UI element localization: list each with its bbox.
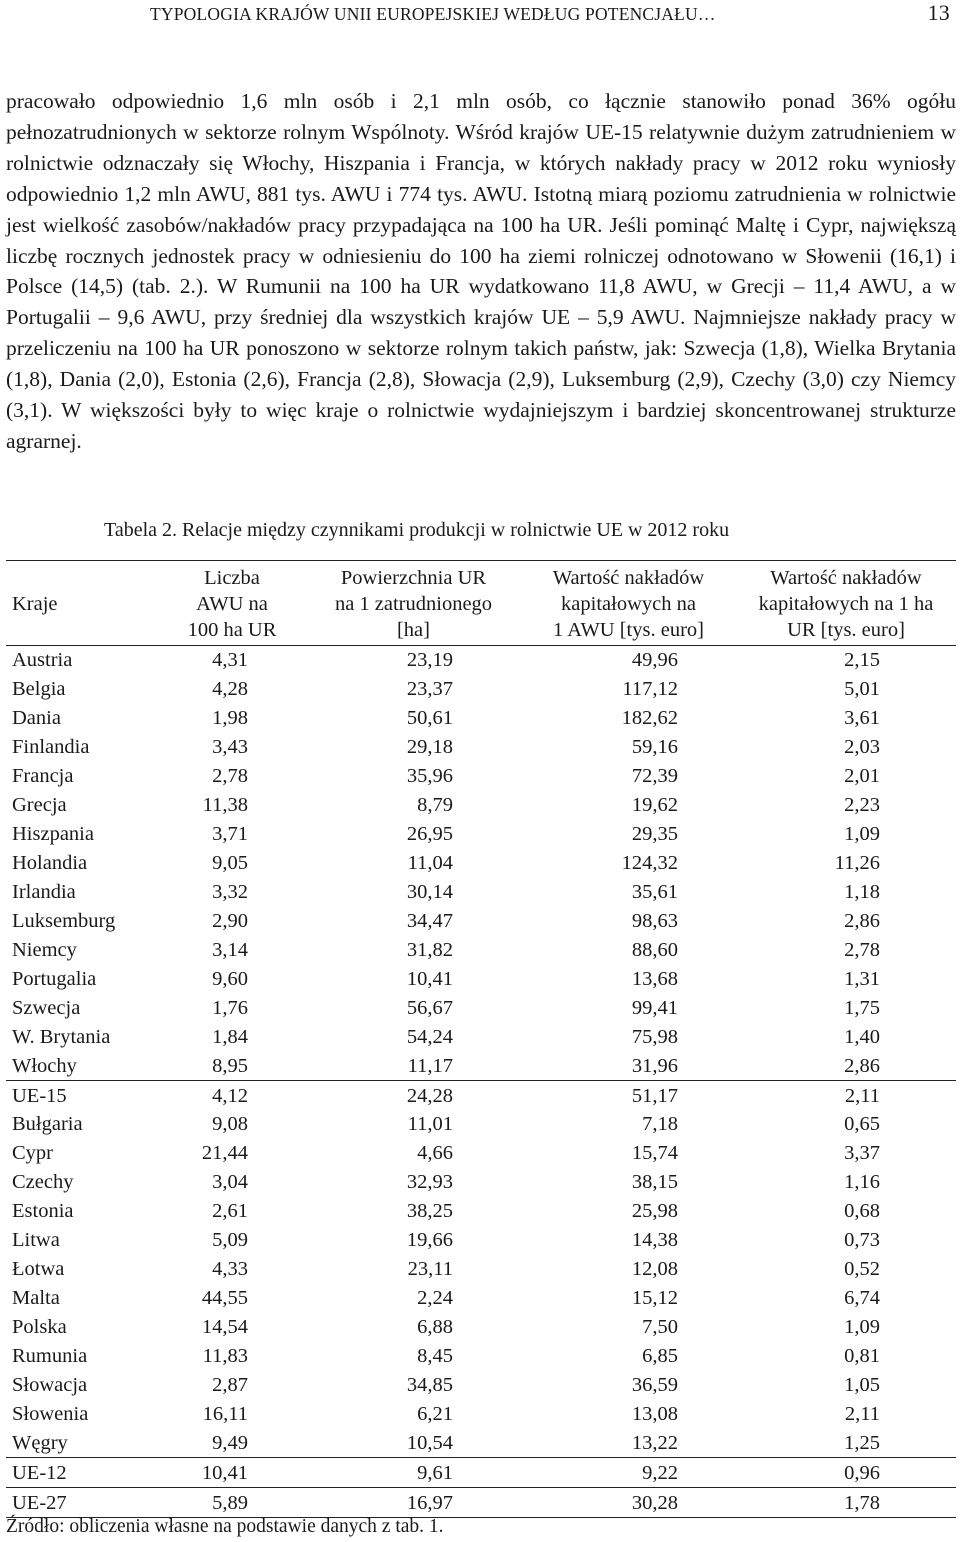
value-cell: 10,41 (406, 967, 453, 990)
value-cell: 1,78 (736, 1488, 956, 1518)
header-line: UR [tys. euro] (787, 619, 905, 641)
value-cell: 32,93 (406, 1171, 453, 1194)
value-cell: 2,01 (844, 765, 880, 788)
value-cell: 1,25 (844, 1431, 880, 1454)
value-cell: 30,14 (406, 880, 453, 903)
value-cell: 24,28 (306, 1081, 521, 1110)
value-cell: 13,08 (631, 1402, 678, 1425)
header-line: Wartość nakładów (552, 567, 705, 589)
header-line: AWU na (196, 593, 268, 615)
value-cell: 29,35 (631, 823, 678, 846)
value-cell: 2,23 (844, 794, 880, 817)
value-cell: 3,43 (212, 736, 248, 759)
table-row (6, 1458, 956, 1488)
value-cell: 2,61 (212, 1200, 248, 1223)
country-cell: UE-27 (6, 1488, 158, 1518)
header-capital-ha (736, 561, 956, 646)
country-cell: Hiszpania (12, 823, 94, 846)
value-cell: 34,47 (406, 909, 453, 932)
value-cell: 8,95 (212, 1054, 248, 1077)
table-body (6, 646, 956, 1518)
body-text (6, 86, 956, 457)
country-cell: Belgia (12, 678, 66, 701)
value-cell: 3,32 (212, 880, 248, 903)
country-cell: Rumunia (12, 1344, 88, 1367)
country-cell: Malta (12, 1287, 60, 1310)
value-cell: 2,11 (844, 1402, 880, 1425)
country-cell: Irlandia (12, 880, 76, 903)
header-kraje-label: Kraje (12, 593, 58, 615)
value-cell: 1,16 (844, 1171, 880, 1194)
header-line: Wartość nakładów (770, 567, 922, 589)
value-cell: 44,55 (201, 1287, 248, 1310)
table-row (6, 704, 956, 733)
value-cell: 35,96 (406, 765, 453, 788)
value-cell: 2,78 (844, 938, 880, 961)
running-head (150, 0, 950, 28)
value-cell: 6,85 (642, 1344, 678, 1367)
country-cell: Estonia (12, 1200, 74, 1223)
value-cell: 38,15 (631, 1171, 678, 1194)
country-cell: Słowacja (12, 1373, 88, 1396)
value-cell: 1,98 (212, 707, 248, 730)
page-number: 13 (927, 0, 950, 25)
value-cell: 5,09 (212, 1229, 248, 1252)
value-cell: 2,24 (417, 1287, 453, 1310)
value-cell: 3,04 (212, 1171, 248, 1194)
value-cell: 36,59 (631, 1373, 678, 1396)
value-cell: 11,83 (202, 1344, 248, 1367)
country-cell: Słowenia (12, 1402, 89, 1425)
table-row (6, 1081, 956, 1110)
value-cell: 5,89 (158, 1488, 306, 1518)
value-cell: 15,12 (631, 1287, 678, 1310)
value-cell: 11,04 (407, 852, 453, 875)
value-cell: 72,39 (631, 765, 678, 788)
country-cell: Węgry (12, 1431, 68, 1454)
table-header-row (6, 561, 956, 646)
table-row (6, 733, 956, 762)
country-cell: Francja (12, 765, 74, 788)
table-row (6, 1197, 956, 1226)
value-cell: 0,65 (844, 1113, 880, 1136)
value-cell: 51,17 (521, 1081, 736, 1110)
value-cell: 49,96 (631, 649, 678, 672)
value-cell: 1,75 (844, 996, 880, 1019)
value-cell: 29,18 (406, 736, 453, 759)
value-cell: 0,52 (844, 1258, 880, 1281)
value-cell: 14,54 (201, 1316, 248, 1339)
value-cell: 9,49 (212, 1431, 248, 1454)
value-cell: 12,08 (631, 1258, 678, 1281)
value-cell: 6,74 (844, 1287, 880, 1310)
header-line: [ha] (396, 619, 430, 641)
country-cell: Cypr (12, 1142, 53, 1165)
value-cell: 16,11 (202, 1402, 248, 1425)
header-line: na 1 zatrudnionego (334, 593, 493, 615)
header-kraje (6, 561, 158, 646)
value-cell: 23,37 (406, 678, 453, 701)
value-cell: 0,68 (844, 1200, 880, 1223)
value-cell: 9,61 (306, 1458, 521, 1488)
table-row (6, 762, 956, 791)
header-line: Powierzchnia UR (340, 567, 487, 589)
value-cell: 31,96 (631, 1054, 678, 1077)
table-row (6, 1022, 956, 1051)
value-cell: 6,88 (417, 1316, 453, 1339)
value-cell: 54,24 (406, 1025, 453, 1048)
table-row (6, 646, 956, 675)
value-cell: 2,90 (212, 909, 248, 932)
value-cell: 3,61 (844, 707, 880, 730)
country-cell: Polska (12, 1316, 67, 1339)
value-cell: 34,85 (406, 1373, 453, 1396)
value-cell: 9,05 (212, 852, 248, 875)
table-row (6, 964, 956, 993)
table-row (6, 1313, 956, 1342)
header-line: 100 ha UR (187, 619, 277, 641)
value-cell: 38,25 (406, 1200, 453, 1223)
value-cell: 6,21 (417, 1402, 453, 1425)
data-table (6, 560, 956, 1518)
value-cell: 7,18 (642, 1113, 678, 1136)
table-row (6, 849, 956, 878)
value-cell: 1,05 (844, 1373, 880, 1396)
country-cell: Finlandia (12, 736, 90, 759)
value-cell: 4,33 (212, 1258, 248, 1281)
value-cell: 4,31 (212, 649, 248, 672)
table-row (6, 1399, 956, 1428)
country-cell: Niemcy (12, 938, 77, 961)
running-head-title: TYPOLOGIA KRAJÓW UNII EUROPEJSKIEJ WEDŁUG POTENCJAŁU… (150, 4, 716, 24)
value-cell: 3,37 (844, 1142, 880, 1165)
country-cell: Dania (12, 707, 61, 730)
value-cell: 2,86 (844, 909, 880, 932)
header-line: kapitałowych na (561, 593, 696, 615)
value-cell: 2,15 (844, 649, 880, 672)
value-cell: 0,73 (844, 1229, 880, 1252)
value-cell: 50,61 (406, 707, 453, 730)
source-note: Źródło: obliczenia własne na podstawie danych z tab. 1. (6, 1516, 444, 1537)
value-cell: 0,81 (844, 1344, 880, 1367)
country-cell: UE-15 (6, 1081, 158, 1110)
value-cell: 4,66 (417, 1142, 453, 1165)
value-cell: 30,28 (521, 1488, 736, 1518)
value-cell: 8,79 (417, 794, 453, 817)
table-row (6, 1284, 956, 1313)
value-cell: 2,87 (212, 1373, 248, 1396)
value-cell: 98,63 (631, 909, 678, 932)
country-cell: Litwa (12, 1229, 60, 1252)
value-cell: 4,12 (158, 1081, 306, 1110)
table-row (6, 1226, 956, 1255)
value-cell: 1,18 (844, 880, 880, 903)
country-cell: W. Brytania (12, 1025, 111, 1048)
value-cell: 1,40 (844, 1025, 880, 1048)
header-capital-awu (521, 561, 736, 646)
value-cell: 7,50 (642, 1316, 678, 1339)
country-cell: Szwecja (12, 996, 81, 1019)
value-cell: 26,95 (406, 823, 453, 846)
value-cell: 1,84 (212, 1025, 248, 1048)
value-cell: 31,82 (406, 938, 453, 961)
table-row (6, 993, 956, 1022)
value-cell: 19,66 (406, 1229, 453, 1252)
value-cell: 117,12 (622, 678, 678, 701)
value-cell: 2,03 (844, 736, 880, 759)
table-row (6, 1488, 956, 1518)
value-cell: 21,44 (201, 1142, 248, 1165)
header-area (306, 561, 521, 646)
country-cell: Austria (12, 649, 73, 672)
table-caption: Tabela 2. Relacje między czynnikami produkcji w rolnictwie UE w 2012 roku (104, 519, 730, 541)
value-cell: 59,16 (631, 736, 678, 759)
table-row (6, 1110, 956, 1139)
value-cell: 124,32 (621, 852, 678, 875)
country-cell: Włochy (12, 1054, 77, 1077)
table-row (6, 820, 956, 849)
header-line: Liczba (204, 567, 260, 589)
header-line: kapitałowych na 1 ha (758, 593, 934, 615)
value-cell: 10,41 (158, 1458, 306, 1488)
table-row (6, 1428, 956, 1457)
value-cell: 1,09 (844, 823, 880, 846)
header-line: 1 AWU [tys. euro] (553, 619, 704, 641)
value-cell: 9,22 (521, 1458, 736, 1488)
table-row (6, 906, 956, 935)
table-row (6, 1370, 956, 1399)
value-cell: 10,54 (406, 1431, 453, 1454)
table-row (6, 1168, 956, 1197)
value-cell: 1,31 (844, 967, 880, 990)
value-cell: 13,68 (631, 967, 678, 990)
country-cell: Holandia (12, 852, 88, 875)
country-cell: Łotwa (12, 1258, 65, 1281)
value-cell: 16,97 (306, 1488, 521, 1518)
table-row (6, 1255, 956, 1284)
country-cell: Czechy (12, 1171, 74, 1194)
value-cell: 1,09 (844, 1316, 880, 1339)
country-cell: Bułgaria (12, 1113, 83, 1136)
value-cell: 13,22 (631, 1431, 678, 1454)
value-cell: 25,98 (631, 1200, 678, 1223)
table-row (6, 1139, 956, 1168)
value-cell: 99,41 (631, 996, 678, 1019)
table-row (6, 675, 956, 704)
value-cell: 9,60 (212, 967, 248, 990)
table-row (6, 1342, 956, 1371)
table-row (6, 935, 956, 964)
table-row (6, 878, 956, 907)
value-cell: 3,71 (212, 823, 248, 846)
header-awu (158, 561, 306, 646)
value-cell: 5,01 (844, 678, 880, 701)
value-cell: 19,62 (631, 794, 678, 817)
value-cell: 2,78 (212, 765, 248, 788)
table-row (6, 1051, 956, 1080)
value-cell: 8,45 (417, 1344, 453, 1367)
value-cell: 88,60 (631, 938, 678, 961)
value-cell: 75,98 (631, 1025, 678, 1048)
value-cell: 23,11 (407, 1258, 453, 1281)
value-cell: 11,38 (202, 794, 248, 817)
value-cell: 15,74 (631, 1142, 678, 1165)
body-paragraph: pracowało odpowiednio 1,6 mln osób i 2,1 mln osób, co łącznie stanowiło ponad 36% ogółu pełnozatrudnionych w sektorze rolnym Wspólnoty. Wśród krajów UE-15 relatywnie dużym zatrudnieniem w rolnictwie odznaczały się Włochy, Hiszpania i Francja, w których nakłady pracy w 2012 roku wyniosły odpowiednio 1,2 mln AWU, 881 tys. AWU i 774 tys. AWU. Istotną miarą poziomu zatrudnienia w rolnictwie jest wielkość zasobów/nakładów pracy przypadająca na 100 ha UR. Jeśli pominąć Maltę i Cypr, największą liczbę rocznych jednostek pracy w odniesieniu do 100 ha ziemi rolniczej odnotowano w Słowenii (16,1) i Polsce (14,5) (tab. 2.). W Rumunii na 100 ha UR wydatkowano 11,8 AWU, w Grecji – 11,4 AWU, a w Portugalii – 9,6 AWU, przy średniej dla wszystkich krajów UE – 5,9 AWU. Najmniejsze nakłady pracy w przeliczeniu na 100 ha UR ponoszono w sektorze rolnym takich państw, jak: Szwecja (1,8), Wielka Brytania (1,8), Dania (2,0), Estonia (2,6), Francja (2,8), Słowacja (2,9), Luksemburg (2,9), Czechy (3,0) czy Niemcy (3,1). W większości były to więc kraje o rolnictwie wydajniejszym i bardziej skoncentrowanej strukturze agrarnej. (6, 89, 956, 453)
value-cell: 2,86 (844, 1054, 880, 1077)
country-cell: Grecja (12, 794, 67, 817)
value-cell: 11,17 (407, 1054, 453, 1077)
value-cell: 9,08 (212, 1113, 248, 1136)
value-cell: 1,76 (212, 996, 248, 1019)
country-cell: UE-12 (6, 1458, 158, 1488)
value-cell: 14,38 (631, 1229, 678, 1252)
value-cell: 0,96 (736, 1458, 956, 1488)
value-cell: 23,19 (406, 649, 453, 672)
value-cell: 11,26 (834, 852, 880, 875)
country-cell: Luksemburg (12, 909, 116, 932)
value-cell: 56,67 (406, 996, 453, 1019)
value-cell: 2,11 (736, 1081, 956, 1110)
value-cell: 35,61 (631, 880, 678, 903)
country-cell: Portugalia (12, 967, 97, 990)
table-row (6, 791, 956, 820)
value-cell: 4,28 (212, 678, 248, 701)
value-cell: 11,01 (407, 1113, 453, 1136)
value-cell: 182,62 (621, 707, 678, 730)
value-cell: 3,14 (212, 938, 248, 961)
